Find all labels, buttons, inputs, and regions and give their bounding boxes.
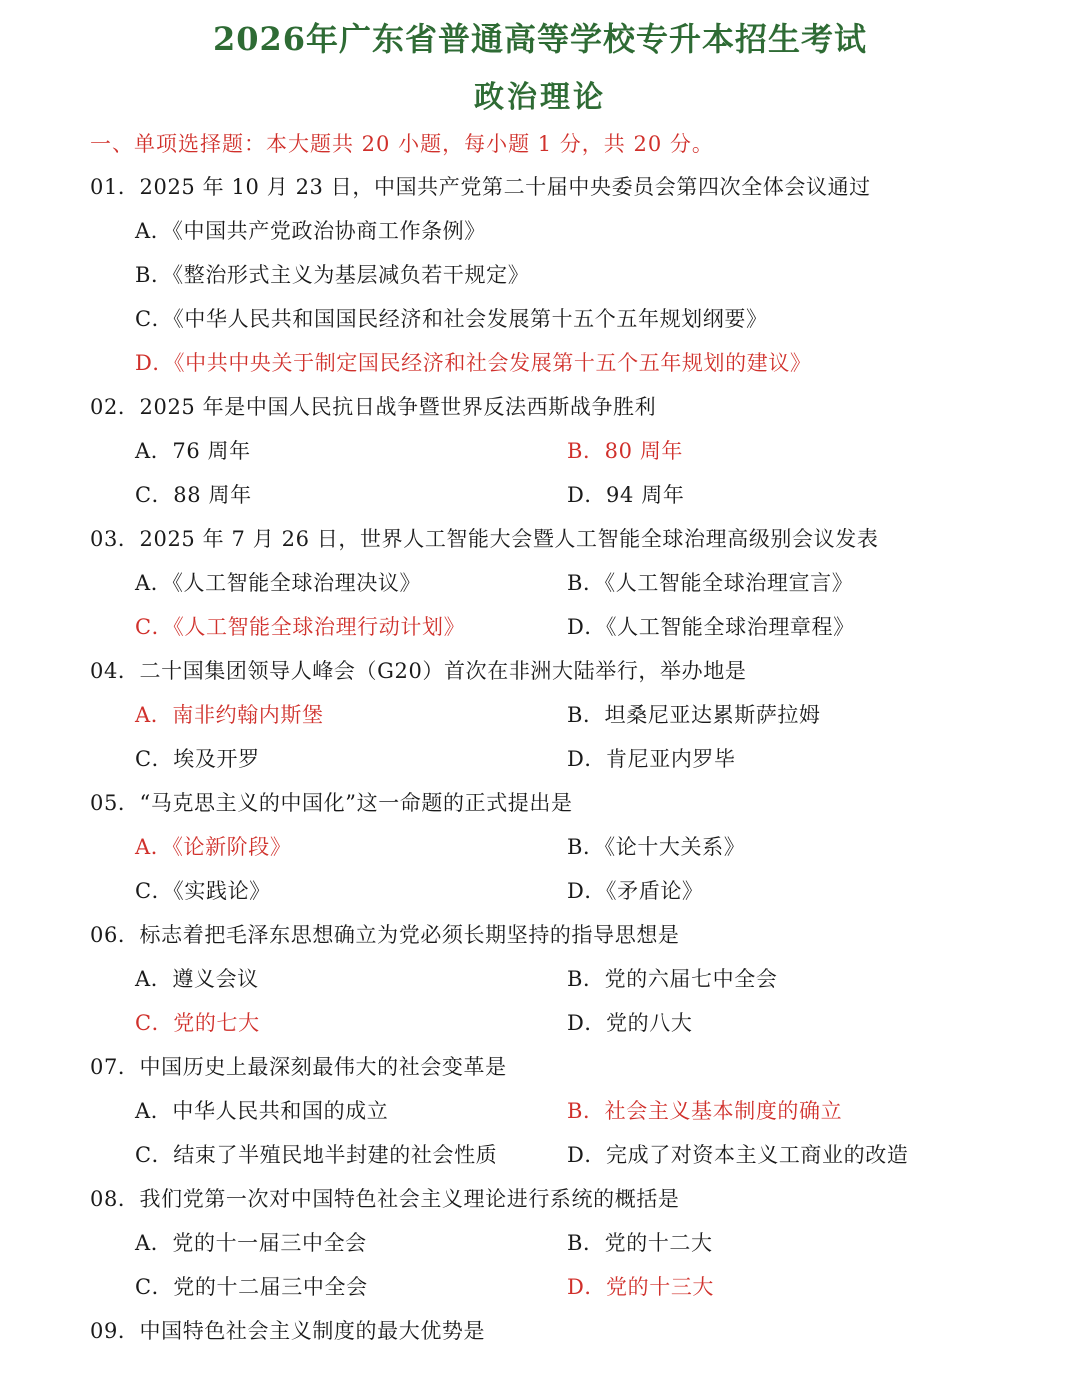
section-heading: 一、单项选择题：本大题共 20 小题，每小题 1 分，共 20 分。	[90, 132, 714, 156]
option-01-b: B．《整治形式主义为基层减负若干规定》	[135, 263, 530, 287]
exam-title: 2026年广东省普通高等学校专升本招生考试	[212, 20, 868, 58]
question-stem-02: 02．2025 年是中国人民抗日战争暨世界反法西斯战争胜利	[90, 395, 657, 419]
option-01-c: C．《中华人民共和国国民经济和社会发展第十五个五年规划纲要》	[135, 307, 768, 331]
exam-subject: 政治理论	[474, 80, 606, 115]
option-08-a: A．党的十一届三中全会	[135, 1231, 367, 1255]
option-02-c: C．88 周年	[135, 483, 252, 507]
option-05-d: D．《矛盾论》	[567, 879, 704, 903]
option-03-d: D．《人工智能全球治理章程》	[567, 615, 855, 639]
option-07-b: B．社会主义基本制度的确立	[567, 1099, 843, 1123]
option-01-d: D．《中共中央关于制定国民经济和社会发展第十五个五年规划的建议》	[135, 351, 812, 375]
option-07-c: C．结束了半殖民地半封建的社会性质	[135, 1143, 498, 1167]
option-02-a: A．76 周年	[135, 439, 251, 463]
option-03-a: A．《人工智能全球治理决议》	[135, 571, 422, 595]
question-stem-08: 08．我们党第一次对中国特色社会主义理论进行系统的概括是	[90, 1187, 680, 1211]
option-04-d: D．肯尼亚内罗毕	[567, 747, 736, 771]
option-06-c: C．党的七大	[135, 1011, 260, 1035]
option-04-b: B．坦桑尼亚达累斯萨拉姆	[567, 703, 821, 727]
question-stem-01: 01．2025 年 10 月 23 日，中国共产党第二十届中央委员会第四次全体会议通过	[90, 175, 871, 199]
option-05-c: C．《实践论》	[135, 879, 271, 903]
option-02-d: D．94 周年	[567, 483, 685, 507]
question-stem-05: 05．“马克思主义的中国化”这一命题的正式提出是	[90, 791, 573, 815]
option-06-d: D．党的八大	[567, 1011, 693, 1035]
question-stem-04: 04．二十国集团领导人峰会（G20）首次在非洲大陆举行，举办地是	[90, 659, 747, 683]
option-05-b: B．《论十大关系》	[567, 835, 746, 859]
option-07-a: A．中华人民共和国的成立	[135, 1099, 389, 1123]
option-03-c: C．《人工智能全球治理行动计划》	[135, 615, 466, 639]
option-06-a: A．遵义会议	[135, 967, 259, 991]
option-06-b: B．党的六届七中全会	[567, 967, 778, 991]
option-07-d: D．完成了对资本主义工商业的改造	[567, 1143, 909, 1167]
option-05-a: A．《论新阶段》	[135, 835, 292, 859]
option-04-c: C．埃及开罗	[135, 747, 260, 771]
question-stem-07: 07．中国历史上最深刻最伟大的社会变革是	[90, 1055, 507, 1079]
option-03-b: B．《人工智能全球治理宣言》	[567, 571, 854, 595]
option-08-b: B．党的十二大	[567, 1231, 713, 1255]
option-04-a: A．南非约翰内斯堡	[135, 703, 324, 727]
question-stem-09: 09．中国特色社会主义制度的最大优势是	[90, 1319, 486, 1343]
question-stem-06: 06．标志着把毛泽东思想确立为党必须长期坚持的指导思想是	[90, 923, 680, 947]
option-01-a: A．《中国共产党政治协商工作条例》	[135, 219, 486, 243]
option-08-d: D．党的十三大	[567, 1275, 715, 1299]
question-stem-03: 03．2025 年 7 月 26 日，世界人工智能大会暨人工智能全球治理高级别会议发表	[90, 527, 879, 551]
option-02-b: B．80 周年	[567, 439, 684, 463]
option-08-c: C．党的十二届三中全会	[135, 1275, 368, 1299]
